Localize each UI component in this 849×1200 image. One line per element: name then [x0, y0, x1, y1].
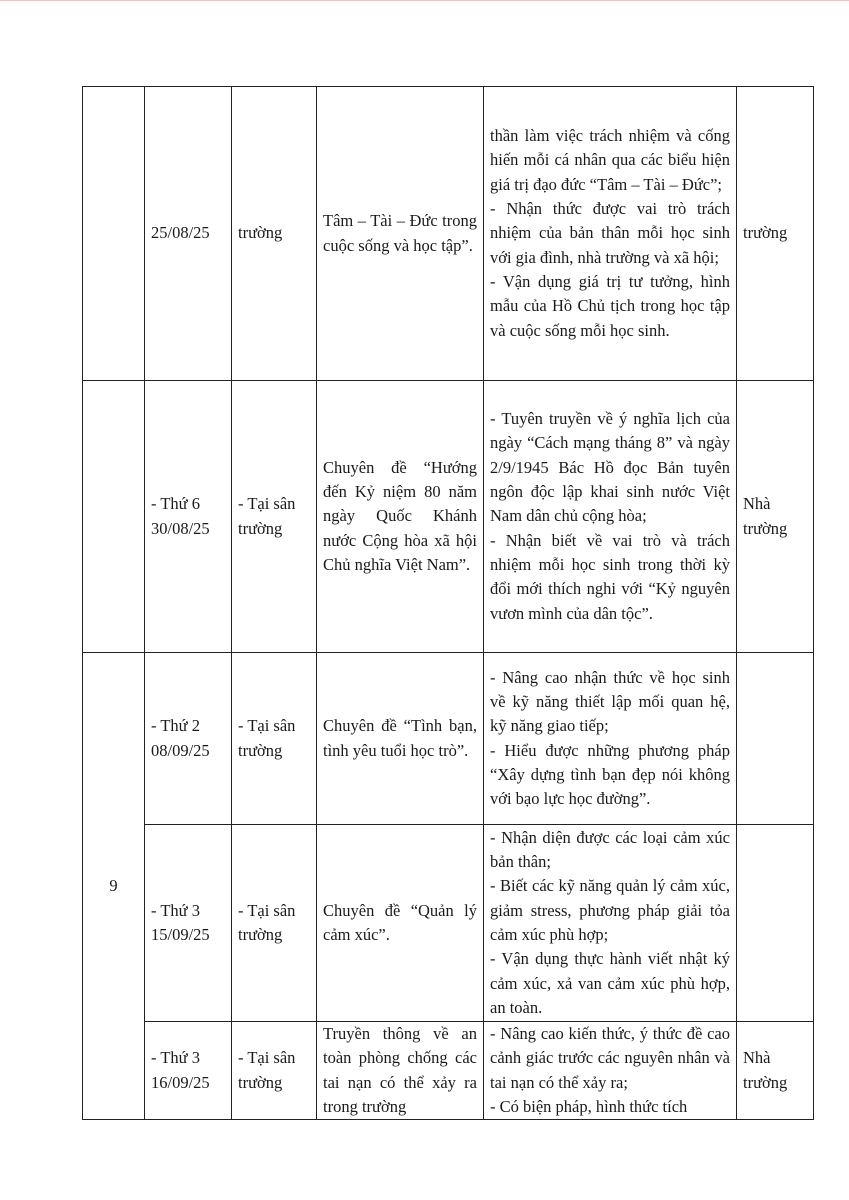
activity-plan-table — [82, 86, 814, 1120]
place-cell: - Tại sân trường — [232, 381, 317, 653]
date-cell: - Thứ 6 30/08/25 — [145, 381, 232, 653]
goal-line: - Nâng cao nhận thức về học sinh về kỹ năng thiết lập mối quan hệ, kỹ năng giao tiếp; — [490, 667, 730, 736]
topic-cell: Chuyên đề “Hướng đến Kỷ niệm 80 năm ngày Quốc Khánh nước Cộng hòa xã hội Chủ nghĩa Việt Nam”. — [317, 381, 484, 653]
goal-line: - Nhận diện được các loại cảm xúc bản thân; — [490, 827, 730, 872]
goal-line: - Vận dụng giá trị tư tưởng, hình mẫu của Hồ Chủ tịch trong học tập và cuộc sống mỗi học sinh. — [490, 271, 730, 340]
goal-cell — [484, 825, 737, 1022]
place-cell: - Tại sân trường — [232, 825, 317, 1022]
goal-line: - Nâng cao kiến thức, ý thức đề cao cảnh giác trước các nguyên nhân và tai nạn có thể xảy ra; — [490, 1024, 730, 1092]
topic-cell: Chuyên đề “Quản lý cảm xúc”. — [317, 825, 484, 1022]
place-cell: - Tại sân trường — [232, 1022, 317, 1120]
responsible-cell: Nhà trường — [737, 1022, 814, 1120]
goal-line: - Nhận biết về vai trò và trách nhiệm mỗi học sinh trong thời kỳ đổi mới thích nghi với “Kỷ nguyên vươn mình của dân tộc”. — [490, 530, 730, 623]
goal-line: thần làm việc trách nhiệm và cống hiến mỗi cá nhân qua các biểu hiện giá trị đạo đức “Tâm – Tài – Đức”; — [490, 126, 730, 194]
place-cell: trường — [232, 87, 317, 381]
date-cell: - Thứ 3 16/09/25 — [145, 1022, 232, 1120]
date-cell: - Thứ 2 08/09/25 — [145, 653, 232, 825]
goal-line: - Nhận thức được vai trò trách nhiệm của bản thân mỗi học sinh với gia đình, nhà trường và xã hội; — [490, 199, 730, 267]
goal-line: - Tuyên truyền về ý nghĩa lịch của ngày “Cách mạng tháng 8” và ngày 2/9/1945 Bác Hồ đọc Bản tuyên ngôn độc lập khai sinh nước Việt Nam dân chủ cộng hòa; — [490, 409, 730, 526]
date-cell: - Thứ 3 15/09/25 — [145, 825, 232, 1022]
place-cell: - Tại sân trường — [232, 653, 317, 825]
month-cell — [83, 381, 145, 653]
topic-cell: Truyền thông về an toàn phòng chống các tai nạn có thể xảy ra trong trường — [317, 1022, 484, 1120]
responsible-cell: Nhà trường — [737, 381, 814, 653]
responsible-cell — [737, 825, 814, 1022]
goal-line: - Có biện pháp, hình thức tích — [490, 1096, 688, 1116]
goal-cell — [484, 1022, 737, 1120]
table-row — [83, 653, 814, 825]
topic-cell: Tâm – Tài – Đức trong cuộc sống và học tập”. — [317, 87, 484, 381]
table-row — [83, 381, 814, 653]
goal-cell — [484, 381, 737, 653]
goal-line: - Biết các kỹ năng quản lý cảm xúc, giảm stress, phương pháp giải tỏa cảm xúc phù hợp; — [490, 876, 730, 944]
goal-line: - Hiểu được những phương pháp “Xây dựng tình bạn đẹp nói không với bạo lực học đường”. — [490, 740, 730, 809]
table-row — [83, 825, 814, 1022]
month-cell — [83, 87, 145, 381]
goal-cell — [484, 653, 737, 825]
goal-cell — [484, 87, 737, 381]
table-row — [83, 1022, 814, 1120]
topic-cell: Chuyên đề “Tình bạn, tình yêu tuổi học trò”. — [317, 653, 484, 825]
table-row — [83, 87, 814, 381]
responsible-cell — [737, 653, 814, 825]
month-cell: 9 — [83, 653, 145, 1120]
goal-line: - Vận dụng thực hành viết nhật ký cảm xúc, xả van cảm xúc phù hợp, an toàn. — [490, 949, 730, 1017]
page-top-edge — [0, 0, 849, 1]
date-cell: 25/08/25 — [145, 87, 232, 381]
responsible-cell: trường — [737, 87, 814, 381]
